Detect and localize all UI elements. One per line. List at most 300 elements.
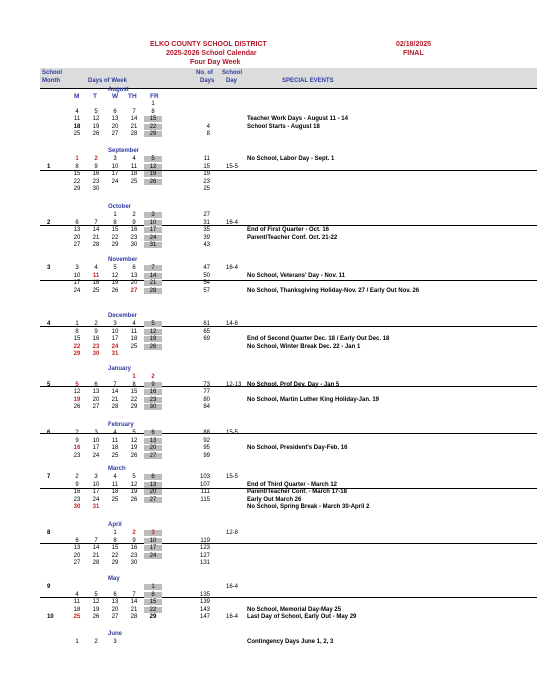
school-month-number: 7 [47,474,51,480]
calendar-day: 9 [132,219,136,226]
calendar-day: 18 [73,606,81,613]
special-event: No School, Thanksgiving Holiday-Nov. 27 / Early Out Nov. 26 [247,287,420,294]
calendar-day: 20 [111,606,119,613]
calendar-day: 29 [144,131,162,137]
calendar-day: 12 [144,329,162,335]
weekday-m: M [74,93,80,100]
calendar-day: 13 [144,482,162,488]
calendar-day: 5 [113,265,117,271]
calendar-day: 6 [144,474,162,480]
calendar-day: 24 [111,178,119,185]
calendar-day: 6 [75,219,79,226]
calendar-day: 28 [111,404,119,410]
calendar-day: 20 [144,445,162,451]
calendar-day: 25 [130,343,138,350]
calendar-day: 1 [75,639,79,645]
col-special-events: SPECIAL EVENTS [282,78,334,84]
school-day-split: 14-6 [226,321,239,327]
calendar-day: 28 [130,614,138,620]
calendar-day: 7 [144,265,162,271]
school-days-count: 65 [203,328,210,335]
calendar-day: 21 [130,123,138,130]
school-days-count: 131 [199,560,210,566]
calendar-day: 30 [92,186,100,192]
revision-date: 02/18/2025 [396,41,432,48]
calendar-day: 10 [144,220,162,226]
calendar-day: 19 [144,171,162,177]
calendar-day: 30 [73,504,81,510]
calendar-day: 12 [92,116,100,122]
calendar-day: 13 [130,272,138,279]
calendar-day: 4 [75,591,79,598]
school-month-number: 8 [47,530,51,536]
calendar-day: 9 [94,328,98,335]
school-days-count: 147 [199,614,210,620]
school-day-split: 16-4 [226,584,239,590]
col-school-month-1: School [42,70,63,76]
school-month-number: 2 [47,219,51,226]
calendar-day: 13 [111,116,119,122]
calendar-day: 5 [94,108,98,115]
school-days-count: 99 [203,452,210,459]
calendar-day: 19 [144,336,162,342]
month-name-may: May [108,576,120,582]
school-days-count: 139 [199,599,210,605]
special-event: Last Day of School, Early Out - May 29 [247,614,357,620]
school-month-number: 3 [47,265,51,271]
calendar-day: 8 [151,108,155,115]
calendar-day: 30 [130,560,138,566]
calendar-day: 5 [75,381,79,388]
calendar-day: 20 [73,234,81,241]
calendar-day: 25 [92,287,100,294]
special-event: Parent/Teacher Conf. - March 17-18 [247,489,347,495]
calendar-day: 12 [73,389,81,395]
calendar-day: 29 [130,404,138,410]
school-days-count: 61 [203,321,210,327]
calendar-day: 6 [132,265,136,271]
special-event: Teacher Work Days - August 11 - 14 [247,116,348,122]
calendar-day: 14 [144,273,162,279]
calendar-day: 15 [111,545,119,551]
special-event: School Starts - August 18 [247,123,320,130]
school-days-count: 8 [206,131,210,137]
calendar-day: 31 [144,242,162,248]
calendar-day: 18 [92,280,100,286]
calendar-day: 18 [130,336,138,342]
calendar-day: 2 [132,530,136,536]
calendar-day: 25 [111,452,119,459]
calendar-day: 5 [132,474,136,480]
calendar-day: 26 [144,344,162,350]
school-days-count: 25 [203,186,210,192]
school-day-split: 16-4 [226,265,239,271]
calendar-day: 2 [94,321,98,327]
calendar-day: 29 [149,614,157,620]
school-day-split: 15-5 [226,474,239,480]
calendar-day: 26 [144,179,162,185]
calendar-day: 13 [144,438,162,444]
school-month-number: 4 [47,321,51,327]
calendar-day: 8 [113,537,117,544]
calendar-day: 20 [111,123,119,130]
calendar-day: 25 [73,614,81,620]
calendar-day: 21 [92,552,100,559]
calendar-day: 20 [144,489,162,495]
col-school-day-2: Day [226,78,238,84]
school-days-count: 115 [200,496,210,503]
calendar-day: 5 [94,591,98,598]
calendar-day: 8 [132,381,136,388]
calendar-day: 16 [144,389,162,395]
calendar-day: 14 [130,599,138,605]
calendar-day: 25 [111,496,119,503]
calendar-day: 16 [73,445,81,451]
calendar-day: 19 [92,606,100,613]
school-day-split: 16-4 [226,614,239,620]
calendar-day: 23 [130,234,138,241]
special-event: No School, Prof Dev. Day - Jan 5 [247,381,340,388]
calendar-day: 18 [111,445,119,451]
calendar-day: 7 [94,219,98,226]
calendar-day: 18 [73,123,81,130]
weekday-w: W [112,93,119,100]
school-day-split: 12-13 [226,381,242,388]
school-days-count: 31 [203,219,210,226]
calendar-day: 30 [92,351,100,357]
calendar-day: 16 [73,489,81,495]
col-no-of-days-1: No. of [196,70,213,76]
calendar-day: 2 [151,374,155,380]
calendar-day: 7 [113,381,117,388]
calendar-day: 29 [73,186,81,192]
calendar-day: 17 [111,171,119,177]
calendar-day: 11 [130,163,138,170]
calendar-day: 19 [111,280,119,286]
special-event: End of Third Quarter - March 12 [247,481,338,488]
calendar-day: 12 [111,272,119,279]
calendar-day: 10 [111,163,119,170]
calendar-day: 28 [130,131,138,137]
calendar-day: 2 [94,639,98,645]
calendar-day: 19 [73,396,81,403]
month-name-november: November [108,257,138,263]
calendar-day: 17 [92,445,100,451]
calendar-day: 3 [113,321,117,327]
calendar-day: 15 [73,171,81,177]
calendar-day: 3 [113,639,117,645]
calendar-day: 21 [111,396,119,403]
calendar-day: 16 [92,336,100,342]
school-days-count: 107 [199,481,210,488]
col-school-day-1: School [222,70,243,76]
special-event: No School, Martin Luther King Holiday-Jan. 19 [247,396,380,403]
calendar-day: 25 [73,131,81,137]
calendar-day: 22 [111,552,119,559]
month-name-january: January [108,366,132,372]
calendar-day: 3 [75,265,79,271]
calendar-day: 3 [94,474,98,480]
school-days-count: 73 [203,381,210,388]
calendar-day: 22 [144,607,162,613]
special-event: Parent/Teacher Conf. Oct. 21-22 [247,234,338,241]
calendar-day: 26 [73,404,81,410]
school-days-count: 123 [199,545,210,551]
calendar-day: 1 [144,584,162,590]
col-days-of-week: Days of Week [88,78,127,84]
calendar-day: 24 [111,343,119,350]
calendar-day: 18 [111,489,119,495]
special-event: No School, Spring Break - March 30-April 2 [247,504,370,510]
calendar-day: 15 [144,599,162,605]
calendar-day: 5 [144,321,162,327]
calendar-day: 19 [130,445,138,451]
month-name-september: September [108,148,140,154]
school-days-count: 143 [199,606,210,613]
calendar-day: 26 [92,614,100,620]
calendar-day: 24 [144,553,162,559]
calendar-day: 8 [113,219,117,226]
calendar-day: 21 [144,280,162,286]
school-month-number: 1 [47,163,51,170]
calendar-day: 23 [73,452,81,459]
calendar-day: 19 [130,489,138,495]
calendar-day: 8 [144,592,162,598]
col-school-month-2: Month [42,78,60,84]
school-days-count: 84 [203,404,210,410]
school-days-count: 27 [203,212,210,218]
calendar-day: 3 [113,156,117,162]
school-days-count: 57 [203,287,210,294]
calendar-day: 17 [144,227,162,233]
calendar-day: 7 [94,537,98,544]
calendar-day: 3 [144,212,162,218]
calendar-day: 2 [132,212,136,218]
calendar-day: 14 [92,227,100,233]
calendar-day: 21 [92,234,100,241]
calendar-day: 16 [130,227,138,233]
calendar-day: 4 [113,474,117,480]
school-days-count: 15 [203,163,210,170]
special-event: Contingency Days June 1, 2, 3 [247,639,334,645]
calendar-day: 23 [130,552,138,559]
status-label: FINAL [403,50,424,57]
calendar-day: 24 [73,287,81,294]
calendar-day: 2 [75,474,79,480]
school-days-count: 54 [203,280,210,286]
school-days-count: 127 [199,552,210,559]
month-name-march: March [108,466,126,472]
calendar-day: 23 [144,397,162,403]
calendar-day: 6 [113,108,117,115]
calendar-day: 1 [75,156,79,162]
calendar-day: 1 [113,530,117,536]
calendar-day: 28 [92,242,100,248]
calendar-day: 6 [113,591,117,598]
school-month-number: 10 [47,614,54,620]
school-days-count: 111 [200,489,210,495]
calendar-day: 11 [92,272,100,279]
calendar-day: 27 [144,453,162,459]
special-event: Early Out March 26 [247,496,302,503]
calendar-day: 4 [113,430,117,436]
month-name-june: June [108,631,123,637]
calendar-day: 9 [132,537,136,544]
col-no-of-days-2: Days [200,78,215,84]
calendar-day: 10 [92,437,100,444]
calendar-day: 15 [144,116,162,122]
school-days-count: 103 [199,474,210,480]
calendar-day: 1 [151,101,155,107]
weekday-fr: FR [150,93,159,100]
weekday-th: TH [128,93,137,100]
calendar-day: 12 [144,164,162,170]
school-days-count: 47 [203,265,210,271]
school-days-count: 119 [200,537,210,544]
calendar-day: 27 [111,131,119,137]
calendar-day: 20 [92,396,100,403]
calendar-day: 30 [144,404,162,410]
calendar-day: 22 [111,234,119,241]
calendar-day: 12 [130,437,138,444]
school-days-count: 19 [203,171,210,177]
special-event: No School, Winter Break Dec. 22 - Jan 1 [247,343,361,350]
school-days-count: 4 [206,123,210,130]
calendar-day: 22 [144,124,162,130]
calendar-day: 3 [144,530,162,536]
calendar-day: 17 [92,489,100,495]
calendar-day: 20 [73,552,81,559]
special-event: No School, Veterans' Day - Nov. 11 [247,272,346,279]
calendar-day: 13 [92,389,100,395]
school-days-count: 95 [203,445,210,451]
calendar-day: 11 [130,328,138,335]
calendar-day: 24 [144,235,162,241]
calendar-day: 17 [144,545,162,551]
special-event: No School, Labor Day - Sept. 1 [247,156,335,162]
calendar-day: 4 [132,321,136,327]
calendar-day: 9 [75,437,79,444]
calendar-day: 31 [111,351,119,357]
calendar-day: 5 [132,430,136,436]
calendar-day: 9 [75,481,79,488]
district-title: ELKO COUNTY SCHOOL DISTRICT [150,41,267,48]
calendar-day: 14 [130,116,138,122]
calendar-day: 9 [94,163,98,170]
calendar-day: 24 [92,496,100,503]
school-days-count: 69 [203,336,210,342]
calendar-day: 26 [130,496,138,503]
calendar-day: 1 [113,212,117,218]
month-name-february: February [108,422,134,428]
school-days-count: 92 [203,437,210,444]
calendar-day: 11 [111,481,119,488]
calendar-day: 12 [130,481,138,488]
calendar-day: 11 [73,116,81,122]
calendar-day: 6 [75,537,79,544]
calendar-day: 14 [111,389,119,395]
month-name-april: April [108,522,122,528]
calendar-day: 10 [92,481,100,488]
weekday-t: T [93,93,97,100]
school-month-number: 9 [47,584,51,590]
school-day-split: 12-8 [226,530,239,536]
school-days-count: 135 [199,591,210,598]
calendar-day: 26 [92,131,100,137]
school-days-count: 88 [203,430,210,436]
calendar-day: 27 [111,614,119,620]
calendar-day: 7 [132,108,136,115]
calendar-day: 26 [130,452,138,459]
calendar-day: 8 [75,163,79,170]
calendar-day: 7 [132,591,136,598]
calendar-day: 1 [75,321,79,327]
school-days-count: 23 [203,178,210,185]
calendar-day: 20 [130,280,138,286]
calendar-day: 28 [92,560,100,566]
school-days-count: 11 [203,156,210,162]
calendar-day: 23 [92,178,100,185]
school-days-count: 77 [203,389,210,395]
calendar-day: 29 [111,560,119,566]
calendar-day: 23 [92,343,100,350]
school-days-count: 50 [203,272,210,279]
calendar-day: 11 [73,599,81,605]
calendar-day: 31 [92,504,100,510]
calendar-day: 21 [130,606,138,613]
calendar-day: 15 [130,389,138,395]
school-days-count: 39 [203,234,210,241]
school-days-count: 43 [203,242,210,248]
calendar-day: 22 [73,178,81,185]
calendar-day: 15 [111,227,119,233]
calendar-day: 3 [94,430,98,436]
calendar-day: 17 [111,336,119,342]
calendar-day: 10 [73,272,81,279]
school-days-count: 35 [203,227,210,233]
calendar-day: 4 [132,156,136,162]
calendar-day: 2 [75,430,79,436]
calendar-day: 30 [130,242,138,248]
calendar-day: 16 [130,545,138,551]
school-month-number: 6 [47,430,51,436]
calendar-day: 9 [144,382,162,388]
calendar-day: 1 [132,374,136,380]
month-name-august: August [108,87,129,93]
calendar-day: 28 [144,288,162,294]
calendar-day: 16 [92,171,100,177]
calendar-day: 18 [130,171,138,177]
special-event: End of First Quarter - Oct. 16 [247,227,330,233]
calendar-day: 8 [75,328,79,335]
calendar-day: 4 [94,265,98,271]
calendar-day: 25 [130,178,138,185]
calendar-day: 6 [94,381,98,388]
calendar-day: 27 [144,497,162,503]
month-name-october: October [108,204,132,210]
school-month-number: 5 [47,381,51,388]
calendar-day: 23 [73,496,81,503]
calendar-day: 13 [73,227,81,233]
calendar-day: 29 [73,351,81,357]
school-day-split: 15-5 [226,163,239,170]
school-day-split: 15-5 [226,430,239,436]
calendar-day: 5 [144,156,162,162]
special-event: No School, President's Day-Feb. 16 [247,445,348,451]
calendar-day: 10 [144,538,162,544]
calendar-day: 26 [111,287,119,294]
calendar-day: 27 [130,287,138,294]
